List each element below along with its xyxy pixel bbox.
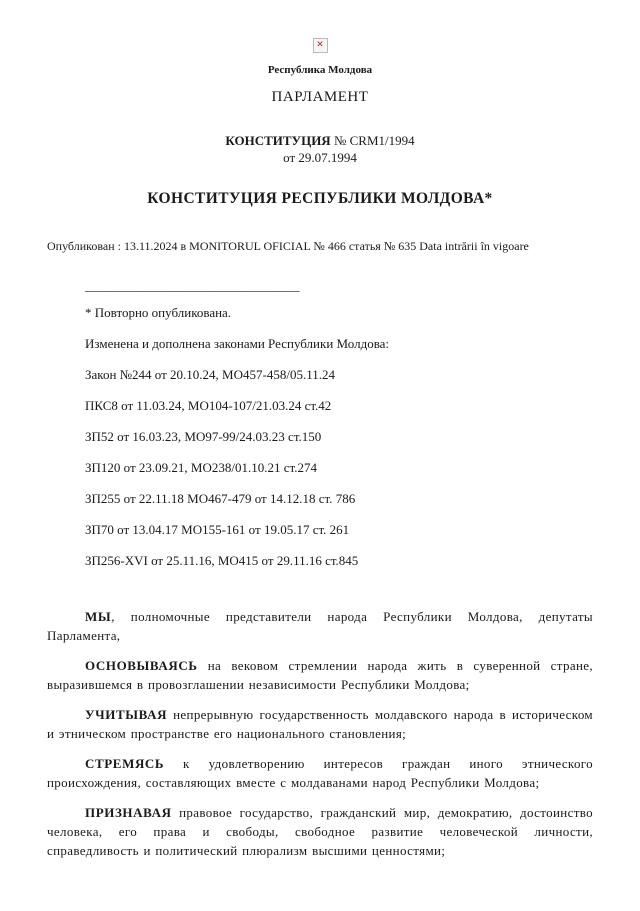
- preamble-text: , полномочные представители народа Республики Молдова, депутаты Парламента,: [47, 609, 593, 643]
- amendment-item: ЗП120 от 23.09.21, МО238/01.10.21 ст.274: [85, 460, 317, 475]
- preamble-paragraph: [47, 656, 593, 694]
- preamble-lead: ОСНОВЫВАЯСЬ: [85, 658, 198, 673]
- institution-name: ПАРЛАМЕНТ: [271, 89, 369, 105]
- preamble-lead: УЧИТЫВАЯ: [85, 707, 168, 722]
- document-title: КОНСТИТУЦИЯ РЕСПУБЛИКИ МОЛДОВА*: [147, 190, 493, 207]
- preamble-text: правовое государство, гражданский мир, демократию, достоинство человека, его права и свободы, свободное развитие человеческой личности, справедливость и политический плюрализм высшими ценностями;: [47, 805, 593, 858]
- preamble-paragraph: [47, 607, 593, 645]
- preamble-lead: МЫ: [85, 609, 112, 624]
- preamble-text: непрерывную государственность молдавского народа в историческом и этническом пространстве его национального становления;: [47, 707, 593, 741]
- publication-line: Опубликован : 13.11.2024 в MONITORUL OFICIAL № 466 статья № 635 Data intrării în vigoare: [47, 239, 529, 253]
- amendment-item: ЗП256-XVI от 25.11.16, МО415 от 29.11.16 ст.845: [85, 553, 359, 568]
- amendment-item: Закон №244 от 20.10.24, МО457-458/05.11.24: [85, 367, 335, 382]
- broken-image-icon: [313, 38, 328, 53]
- country-name: Республика Молдова: [267, 64, 373, 76]
- preamble-paragraph: [47, 803, 593, 860]
- doc-date: от 29.07.1994: [283, 150, 357, 165]
- preamble-paragraph: [47, 705, 593, 743]
- doc-number-line: [47, 132, 593, 149]
- preamble-lead: СТРЕМЯСЬ: [85, 756, 165, 771]
- broken-image-glyph: ✕: [316, 39, 324, 50]
- preamble-text: на вековом стремлении народа жить в суверенной стране, выразившемся в провозглашении независимости Республики Молдова;: [47, 658, 593, 692]
- amendment-item: ПКС8 от 11.03.24, МО104-107/21.03.24 ст.42: [85, 398, 332, 413]
- header-image-row: [47, 36, 593, 54]
- note-republished: * Повторно опубликована.: [85, 305, 232, 320]
- preamble-text: к удовлетворению интересов граждан иного этнического происхождения, составляющих вместе с молдаванами народ Республики Молдова;: [47, 756, 593, 790]
- preamble-paragraph: [47, 754, 593, 792]
- note-amended: Изменена и дополнена законами Республики Молдова:: [85, 336, 390, 351]
- doc-type: КОНСТИТУЦИЯ: [225, 133, 331, 148]
- doc-number: № CRM1/1994: [333, 133, 415, 148]
- preamble-section: [47, 607, 593, 860]
- amendment-item: ЗП70 от 13.04.17 МО155-161 от 19.05.17 ст. 261: [85, 522, 350, 537]
- amendment-list: [47, 366, 593, 569]
- amendment-item: ЗП255 от 22.11.18 МО467-479 от 14.12.18 ст. 786: [85, 491, 356, 506]
- preamble-lead: ПРИЗНАВАЯ: [85, 805, 172, 820]
- separator-line: _________________________________: [85, 278, 300, 293]
- amendment-item: ЗП52 от 16.03.23, МО97-99/24.03.23 ст.150: [85, 429, 322, 444]
